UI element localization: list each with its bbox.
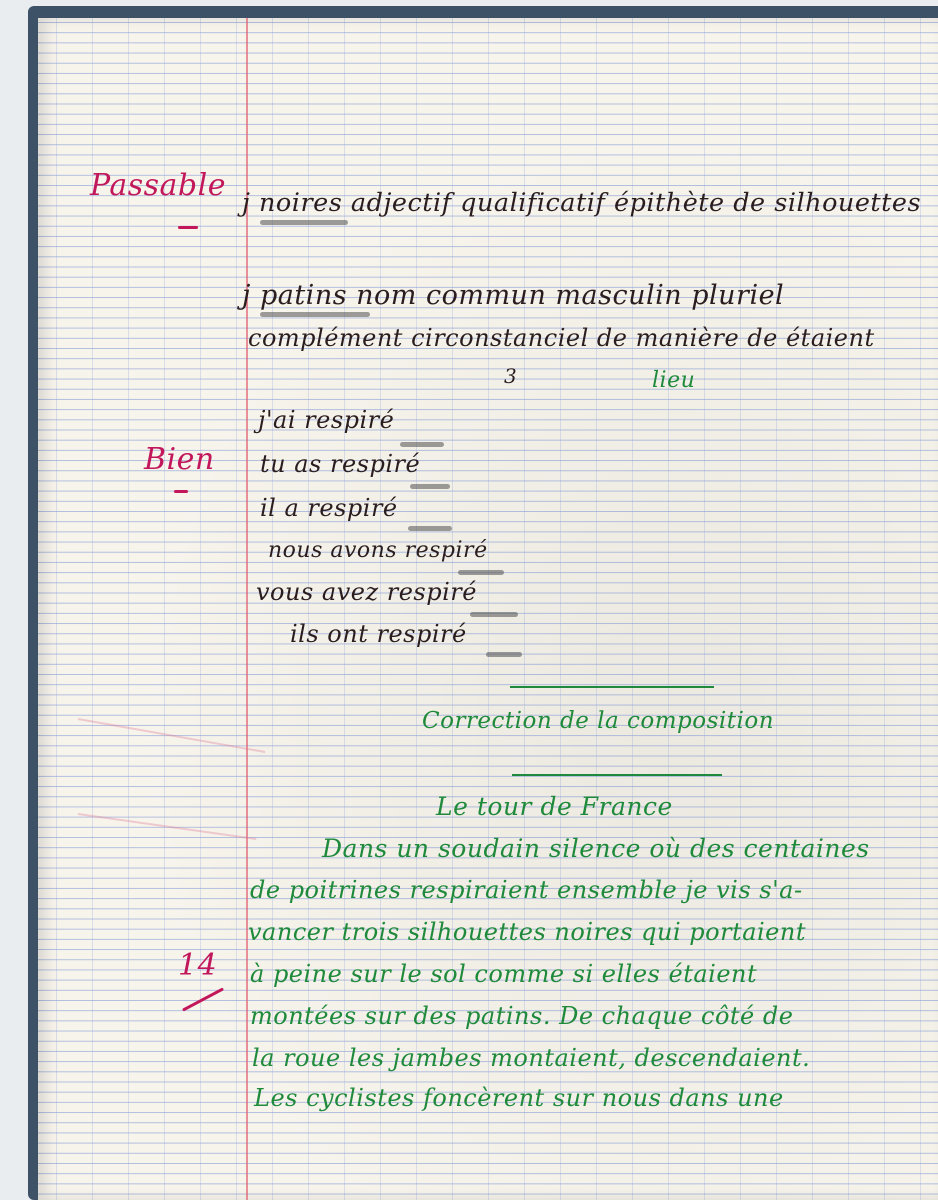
faint-pencil-mark — [78, 813, 257, 840]
pencil-underline — [260, 220, 348, 225]
correction-mark: lieu — [652, 368, 696, 393]
conjugation-row: tu as respiré — [260, 450, 421, 478]
pencil-underline — [458, 570, 504, 575]
conjugation-row: nous avons respiré — [268, 538, 488, 563]
faint-pencil-mark — [78, 718, 265, 753]
composition-line: vancer trois silhouettes noires qui portaient — [248, 918, 806, 946]
page-mark: 3 — [504, 364, 518, 388]
composition-line: Les cyclistes foncèrent sur nous dans une — [254, 1084, 784, 1112]
grade-underline — [178, 226, 198, 229]
conjugation-row: ils ont respiré — [290, 620, 467, 648]
conjugation-row: j'ai respiré — [258, 406, 395, 434]
heading-rule-top — [510, 686, 714, 688]
grade-bien: Bien — [144, 442, 215, 477]
pencil-underline — [408, 526, 452, 531]
pencil-underline — [410, 484, 450, 489]
grade-underline — [174, 490, 188, 493]
conjugation-row: il a respiré — [260, 494, 398, 522]
pencil-underline — [486, 652, 522, 657]
grade-passable: Passable — [90, 168, 226, 203]
composition-heading: Correction de la composition — [422, 708, 775, 734]
analysis-line-1: j noires adjectif qualificatif épithète de silhouettes — [242, 188, 922, 218]
grade-underline — [182, 987, 224, 1011]
composition-title: Le tour de France — [436, 792, 673, 821]
pencil-underline — [400, 442, 444, 447]
notebook-page — [38, 18, 938, 1200]
composition-line: à peine sur le sol comme si elles étaient — [250, 960, 758, 988]
pencil-underline — [260, 312, 370, 317]
grade-score: 14 — [178, 948, 218, 983]
composition-line: de poitrines respiraient ensemble je vis s'a- — [250, 876, 803, 904]
conjugation-row: vous avez respiré — [256, 578, 477, 606]
composition-line: montées sur des patins. De chaque côté de — [250, 1002, 794, 1030]
heading-rule-bottom — [512, 774, 722, 776]
analysis-line-3: complément circonstanciel de manière de étaient — [248, 324, 875, 352]
composition-line: Dans un soudain silence où des centaines — [322, 834, 870, 863]
composition-line: la roue les jambes montaient, descendaient. — [252, 1044, 811, 1072]
pencil-underline — [470, 612, 518, 617]
analysis-line-2: j patins nom commun masculin pluriel — [242, 280, 785, 311]
